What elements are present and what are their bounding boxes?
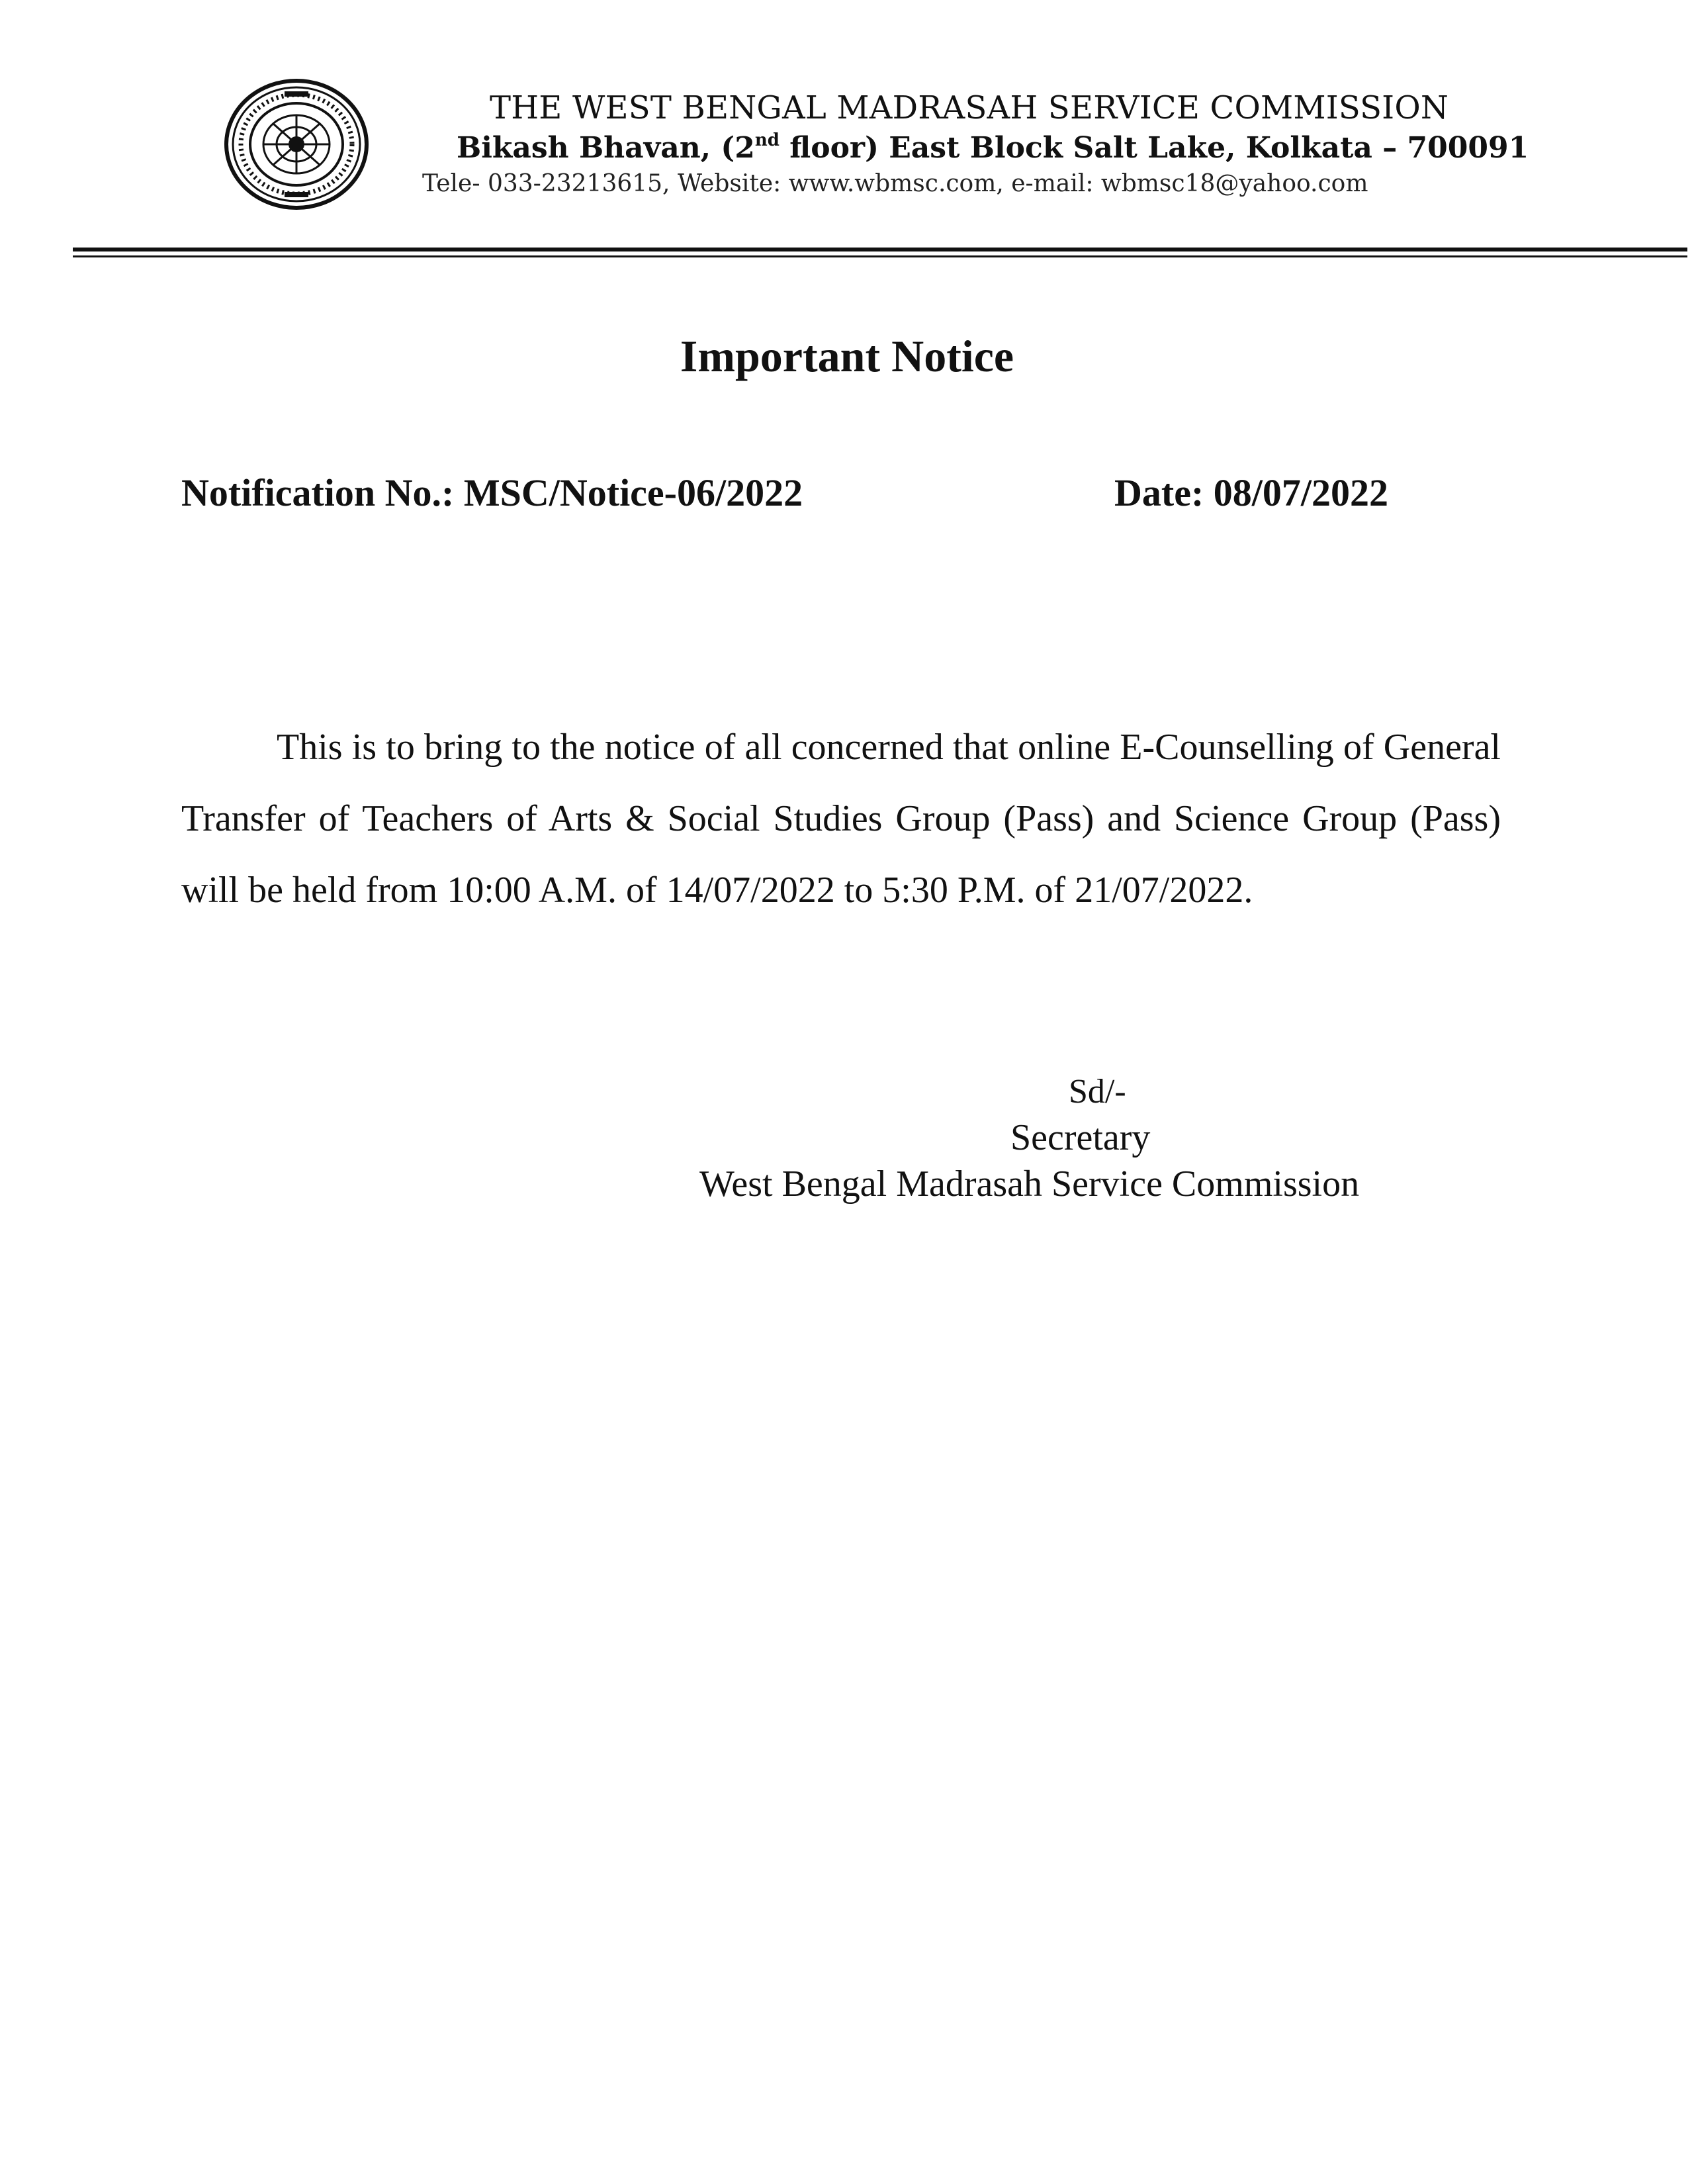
letterhead-divider-thin — [73, 255, 1687, 257]
notice-title: Important Notice — [680, 331, 1014, 381]
address-superscript: nd — [754, 130, 780, 150]
signatory-organization: West Bengal Madrasah Service Commission — [699, 1163, 1360, 1205]
notification-date: Date: 08/07/2022 — [1114, 471, 1388, 514]
signatory-designation: Secretary — [1010, 1117, 1151, 1158]
organization-address — [457, 131, 1529, 165]
address-suffix: floor) East Block Salt Lake, Kolkata – 700091 — [779, 131, 1529, 165]
notice-body: This is to bring to the notice of all concerned that online E-Counselling of General Transfer of Teachers of Arts & Social Studies Group (Pass) and Science Group (Pass) will be held from 10:00 A.M. of 14/07/2022 to 5:30 P.M. of 21/07/2022. — [181, 727, 1501, 911]
commission-seal-logo — [224, 78, 369, 210]
organization-name: THE WEST BENGAL MADRASAH SERVICE COMMISSION — [490, 89, 1449, 126]
notification-number: Notification No.: MSC/Notice-06/2022 — [181, 471, 803, 514]
letterhead-divider-thick — [73, 248, 1687, 251]
address-prefix: Bikash Bhavan, (2 — [457, 131, 755, 165]
organization-contact: Tele- 033-23213615, Website: www.wbmsc.com, e-mail: wbmsc18@yahoo.com — [422, 170, 1368, 197]
seal-emblem-icon — [224, 78, 369, 210]
signature-mark: Sd/- — [1069, 1073, 1126, 1111]
